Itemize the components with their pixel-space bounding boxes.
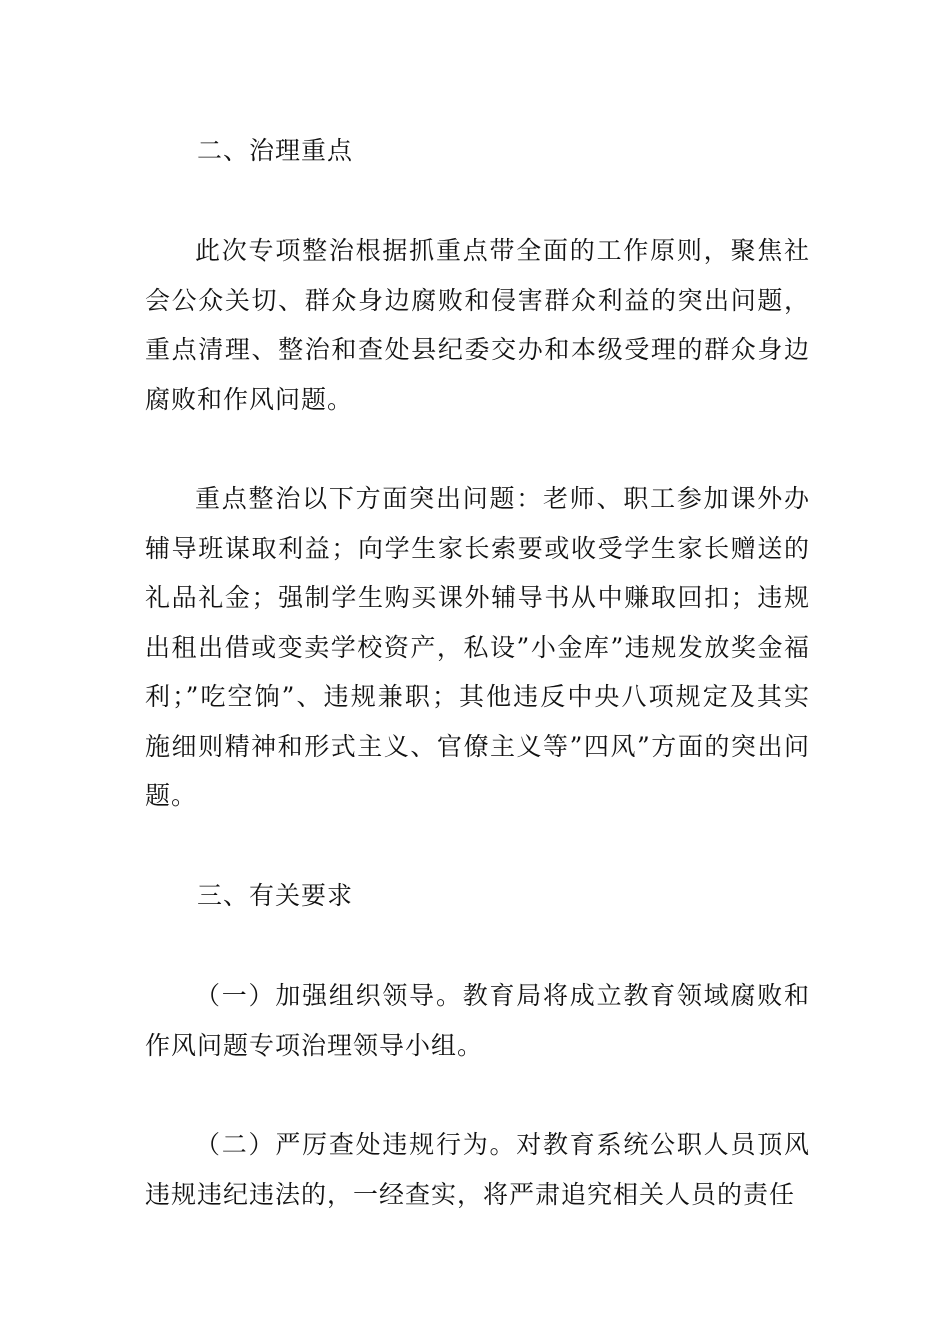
section-heading-requirements: 三、有关要求 bbox=[197, 881, 354, 910]
paragraph-investigate-violations: （二）严厉查处违规行为。对教育系统公职人员顶风违规违纪违法的，一经查实，将严肃追究相关人员的责任 bbox=[145, 1130, 810, 1209]
paragraph-key-problems: 重点整治以下方面突出问题：老师、职工参加课外办辅导班谋取利益；向学生家长索要或收受学生家长赠送的礼品礼金；强制学生购买课外辅导书从中赚取回扣；违规出租出借或变卖学校资产，私设”小金库”违规发放奖金福利；”吃空饷”、违规兼职；其他违反中央八项规定及其实施细则精神和形式主义、官僚主义等”四风”方面的突出问题。 bbox=[145, 484, 810, 810]
paragraph-rectification-scope: 此次专项整治根据抓重点带全面的工作原则，聚焦社会公众关切、群众身边腐败和侵害群众利益的突出问题，重点清理、整治和查处县纪委交办和本级受理的群众身边腐败和作风问题。 bbox=[145, 236, 810, 414]
paragraph-organizational-leadership: （一）加强组织领导。教育局将成立教育领域腐败和作风问题专项治理领导小组。 bbox=[145, 981, 810, 1060]
section-heading-governance-focus: 二、治理重点 bbox=[197, 136, 354, 165]
